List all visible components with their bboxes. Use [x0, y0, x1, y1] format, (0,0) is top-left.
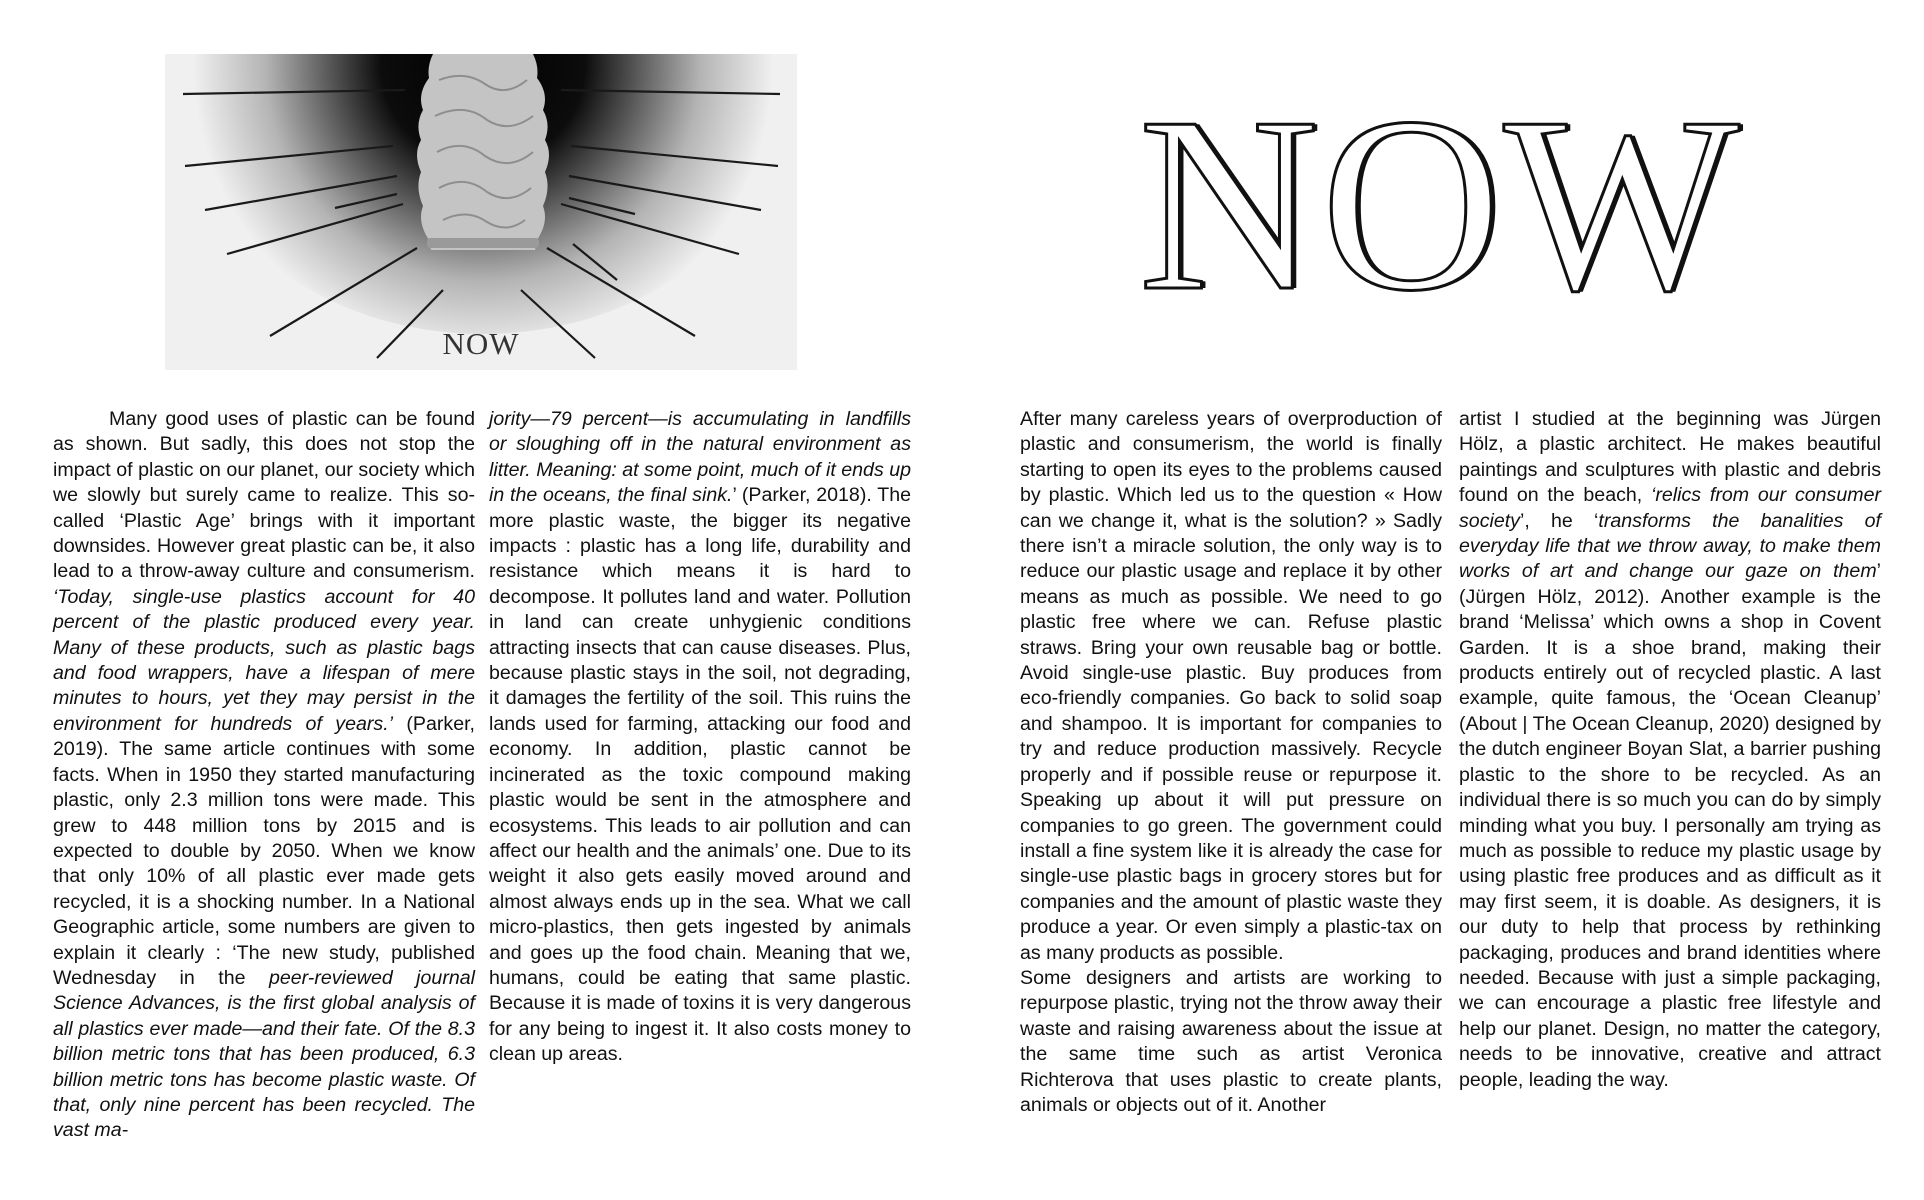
paragraph — [1020, 407, 1442, 966]
body-text: (Parker, 2019). The same article continues with some facts. When in 1950 they started manufacturing plastic, only 2.3 million tons were made. This grew to 448 million tons by 2015 and is expected to double by 2050. When we know that only 10% of all plastic ever made gets recycled, it is a shocking number. In a National Geographic article, some numbers are given to explain it clearly : ‘The new study, published Wednesday in the — [53, 712, 475, 989]
quote-text: transforms the banalities of everyday life that we throw away, to make them works of art and change our gaze on them — [1459, 509, 1881, 583]
body-text: ’ (Jürgen Hölz, 2012). Another example is the brand ‘Melissa’ which owns a shop in Covent Garden. It is a shoe brand, making their products entirely out of recycled plastic. A last example, quite famous, the ‘Ocean Cleanup’ (About | The Ocean Cleanup, 2020) designed by the dutch engineer Boyan Slat, a barrier pushing plastic to the shore to be recycled. As an individual there is so much you can do by simply minding what you buy. I personally am trying as much as possible to reduce my plastic usage by using plastic free produces and as difficult as it may first seem, it is doable. As designers, it is our duty to help that process by rethinking packaging, produces and brand identities where needed. Because with just a simple packaging, we can encourage a plastic free lifestyle and help our planet. Design, no matter the category, needs to be innovative, creative and attract people, leading the way. — [1459, 560, 1881, 1091]
quote-text: peer-reviewed journal Science Advances, is the first global analysis of all plastics ever made—and their fate. Of the 8.3 billion metric tons that has been produced, 6.3 billion metric tons has become plastic waste. Of that, only nine percent has been recycled. The vast ma- — [53, 966, 475, 1142]
body-text: artist I studied at the beginning was Jürgen Hölz, a plastic architect. He makes beautiful paintings and sculptures with plastic and debris found on the beach, — [1459, 408, 1881, 507]
body-text: ’, he ‘ — [1519, 509, 1599, 532]
text-column-2 — [489, 407, 911, 1068]
body-text: After many careless years of overproduction of plastic and consumerism, the world is finally starting to open its eyes to the problems caused by plastic. Which led us to the question « How can we change it, what is the solution? » Sadly there isn’t a miracle solution, the only way is to reduce our plastic usage and replace it by other means as much as possible. We need to go plastic free where we can. Refuse plastic straws. Bring your own reusable bag or bottle. Avoid single-use plastic. Buy produces from eco-friendly companies. Go back to solid soap and shampoo. It is important for companies to try and reduce production massively. Recycle properly and if possible reuse or repurpose it. Speaking up about it will put pressure on companies to go green. The government could install a fine system like it is already the case for single-use plastic bags in grocery stores but for companies and the amount of plastic waste they produce a year. Or even simply a plastic-tax on as many products as possible. — [1020, 408, 1442, 964]
paragraph — [1459, 407, 1881, 1093]
text-column-1 — [53, 407, 475, 1144]
paragraph — [489, 407, 911, 1068]
body-text: ’ (Parker, 2018). The more plastic waste, the bigger its negative impacts : plastic has a long life, durability and resistance which means it is hard to decompose. It pollutes land and water. Pollution in land can create unhygienic conditions attracting insects that can cause diseases. Plus, because plastic stays in the soil, not degrading, it damages the fertility of the soil. This ruins the lands used for farming, attacking our food and economy. In addition, plastic cannot be incinerated as the toxic compound making plastic would be sent in the atmosphere and ecosystems. This leads to air pollution and can affect our health and the animals’ one. Due to its weight it also gets easily moved around and almost always ends up in the sea. What we call micro-plastics, then gets ingested by animals and goes up the food chain. Meaning that we, humans, could be eating that same plastic. Because it is made of toxins it is very dangerous for any being to ingest it. It also costs money to clean up areas. — [489, 484, 911, 1066]
quote-text: ‘relics from our consumer society — [1459, 484, 1881, 532]
paragraph — [53, 407, 475, 1144]
text-column-4 — [1459, 407, 1881, 1093]
plastic-bottle-illustration — [165, 54, 797, 370]
quote-text: ‘Today, single-use plastics account for 40 percent of the plastic produced every year. Many of these products, such as plastic bags and food wrappers, have a lifespan of mere minutes to hours, yet they may persist in the environment for hundreds of years.’ — [53, 585, 475, 735]
body-text: Some designers and artists are working to repurpose plastic, trying not the throw away their waste and raising awareness about the issue at the same time such as artist Veronica Richterova that uses plastic to create plants, animals or objects out of it. Another — [1020, 966, 1442, 1116]
illustration-caption: NOW — [442, 326, 520, 361]
paragraph — [1020, 966, 1442, 1118]
cover-illustration — [165, 54, 797, 370]
quote-text: jority—79 percent—is accumulating in landfills or sloughing off in the natural environment as litter. Meaning: at some point, much of it ends up in the oceans, the final sink. — [489, 408, 911, 507]
text-column-3 — [1020, 407, 1442, 1118]
page-title: NOW — [1138, 66, 1742, 343]
plastic-bottle-icon — [417, 54, 549, 250]
body-text: Many good uses of plastic can be found as shown. But sadly, this does not stop the impact of plastic on our planet, our society which we slowly but surely came to realize. This so-called ‘Plastic Age’ brings with it important downsides. However great plastic can be, it also lead to a throw-away culture and consumerism. — [53, 408, 475, 583]
